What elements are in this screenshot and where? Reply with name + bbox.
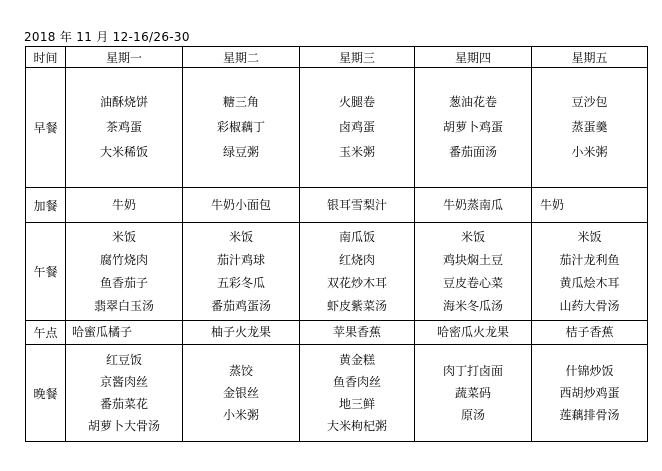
dish: 豆皮卷心菜 bbox=[442, 275, 503, 290]
dish: 茄汁龙利鱼 bbox=[559, 252, 620, 267]
header-row bbox=[26, 47, 648, 68]
dish: 米饭 bbox=[577, 229, 602, 244]
dish: 茶鸡蛋 bbox=[105, 120, 142, 134]
dish: 南瓜饭 bbox=[338, 229, 375, 244]
menu-cell bbox=[532, 345, 648, 442]
dish: 番茄鸡蛋汤 bbox=[210, 298, 271, 313]
meal-row-lunch bbox=[26, 223, 648, 321]
meal-label-afternoon-snack: 午点 bbox=[26, 321, 66, 345]
menu-cell bbox=[300, 321, 415, 345]
dish: 原汤 bbox=[460, 408, 485, 422]
menu-cell bbox=[415, 223, 532, 321]
dish: 蒸蛋羹 bbox=[571, 120, 608, 134]
dish: 小米粥 bbox=[222, 408, 259, 422]
dish: 油酥烧饼 bbox=[99, 95, 148, 109]
dish: 卤鸡蛋 bbox=[338, 120, 375, 134]
menu-cell bbox=[66, 68, 183, 188]
menu-cell bbox=[66, 321, 183, 345]
dish: 大米稀饭 bbox=[99, 145, 148, 159]
dish: 玉米粥 bbox=[338, 145, 375, 159]
day-header-wednesday: 星期三 bbox=[300, 47, 415, 68]
dish: 桔子香蕉 bbox=[565, 325, 614, 339]
dish: 米饭 bbox=[228, 229, 253, 244]
dish: 胡萝卜鸡蛋 bbox=[442, 120, 503, 134]
dish: 双花炒木耳 bbox=[326, 275, 387, 290]
menu-cell bbox=[415, 68, 532, 188]
meal-label-lunch: 午餐 bbox=[26, 223, 66, 321]
dish: 肉丁打卤面 bbox=[442, 364, 503, 378]
menu-cell bbox=[532, 68, 648, 188]
meal-row-afternoon-snack bbox=[26, 321, 648, 345]
dish: 地三鲜 bbox=[338, 397, 375, 411]
menu-cell bbox=[532, 223, 648, 321]
dish: 山药大骨汤 bbox=[559, 298, 620, 313]
dish: 腐竹烧肉 bbox=[99, 252, 148, 267]
dish: 绿豆粥 bbox=[222, 145, 259, 159]
dish: 茄汁鸡球 bbox=[216, 252, 265, 267]
dish: 火腿卷 bbox=[338, 95, 375, 109]
dish: 小米粥 bbox=[571, 145, 608, 159]
dish: 彩椒藕丁 bbox=[216, 120, 265, 134]
meal-label-breakfast: 早餐 bbox=[26, 68, 66, 188]
menu-cell bbox=[532, 321, 648, 345]
meal-label-snack: 加餐 bbox=[26, 188, 66, 223]
dish: 五彩冬瓜 bbox=[216, 275, 265, 290]
dish: 黄瓜烩木耳 bbox=[559, 275, 620, 290]
time-header: 时间 bbox=[26, 47, 66, 68]
day-header-tuesday: 星期二 bbox=[183, 47, 300, 68]
menu-cell bbox=[183, 321, 300, 345]
menu-cell bbox=[183, 68, 300, 188]
dish: 大米枸杞粥 bbox=[326, 419, 387, 433]
menu-cell bbox=[183, 188, 300, 223]
dish: 牛奶 bbox=[540, 197, 565, 212]
menu-cell bbox=[66, 188, 183, 223]
dish: 西胡炒鸡蛋 bbox=[559, 386, 620, 400]
dish: 金银丝 bbox=[222, 386, 259, 400]
dish: 蔬菜码 bbox=[454, 386, 491, 400]
menu-cell bbox=[300, 345, 415, 442]
dish: 莲藕排骨汤 bbox=[559, 408, 620, 422]
dish: 米饭 bbox=[111, 229, 136, 244]
dish: 番茄面汤 bbox=[448, 145, 497, 159]
day-header-monday: 星期一 bbox=[66, 47, 183, 68]
dish: 柚子火龙果 bbox=[210, 325, 271, 339]
dish: 哈密瓜火龙果 bbox=[436, 325, 509, 339]
dish: 胡萝卜大骨汤 bbox=[87, 419, 160, 433]
dish: 糖三角 bbox=[222, 95, 259, 109]
meal-label-dinner: 晚餐 bbox=[26, 345, 66, 442]
dish: 牛奶蒸南瓜 bbox=[442, 197, 503, 212]
dish: 米饭 bbox=[460, 229, 485, 244]
dish: 鱼香肉丝 bbox=[332, 375, 381, 389]
dish: 银耳雪梨汁 bbox=[326, 197, 387, 212]
dish: 蒸饺 bbox=[228, 364, 253, 378]
dish: 牛奶 bbox=[111, 197, 136, 212]
menu-cell bbox=[300, 68, 415, 188]
dish: 哈蜜瓜橘子 bbox=[72, 325, 133, 339]
menu-cell bbox=[300, 188, 415, 223]
dish: 虾皮紫菜汤 bbox=[326, 298, 387, 313]
weekly-menu-table bbox=[25, 46, 648, 442]
dish: 牛奶小面包 bbox=[210, 197, 271, 212]
dish: 苹果香蕉 bbox=[332, 325, 381, 339]
meal-row-breakfast bbox=[26, 68, 648, 188]
day-header-thursday: 星期四 bbox=[415, 47, 532, 68]
dish: 鸡块焖土豆 bbox=[442, 252, 503, 267]
dish: 红烧肉 bbox=[338, 252, 375, 267]
dish: 鱼香茄子 bbox=[99, 275, 148, 290]
menu-cell bbox=[66, 223, 183, 321]
dish: 海米冬瓜汤 bbox=[442, 298, 503, 313]
dish: 京酱肉丝 bbox=[99, 375, 148, 389]
menu-cell bbox=[183, 345, 300, 442]
meal-row-dinner bbox=[26, 345, 648, 442]
dish: 黄金糕 bbox=[338, 353, 375, 367]
dish: 番茄菜花 bbox=[99, 397, 148, 411]
meal-row-snack bbox=[26, 188, 648, 223]
day-header-friday: 星期五 bbox=[532, 47, 648, 68]
menu-cell bbox=[415, 345, 532, 442]
dish: 什锦炒饭 bbox=[565, 364, 614, 378]
menu-cell bbox=[300, 223, 415, 321]
menu-cell bbox=[532, 188, 648, 223]
menu-cell bbox=[415, 188, 532, 223]
menu-cell bbox=[66, 345, 183, 442]
menu-title: 2018 年 11 月 12-16/26-30 bbox=[24, 30, 190, 44]
dish: 豆沙包 bbox=[571, 95, 608, 109]
dish: 翡翠白玉汤 bbox=[93, 298, 154, 313]
dish: 葱油花卷 bbox=[448, 95, 497, 109]
menu-cell bbox=[183, 223, 300, 321]
dish: 红豆饭 bbox=[105, 353, 142, 367]
menu-cell bbox=[415, 321, 532, 345]
